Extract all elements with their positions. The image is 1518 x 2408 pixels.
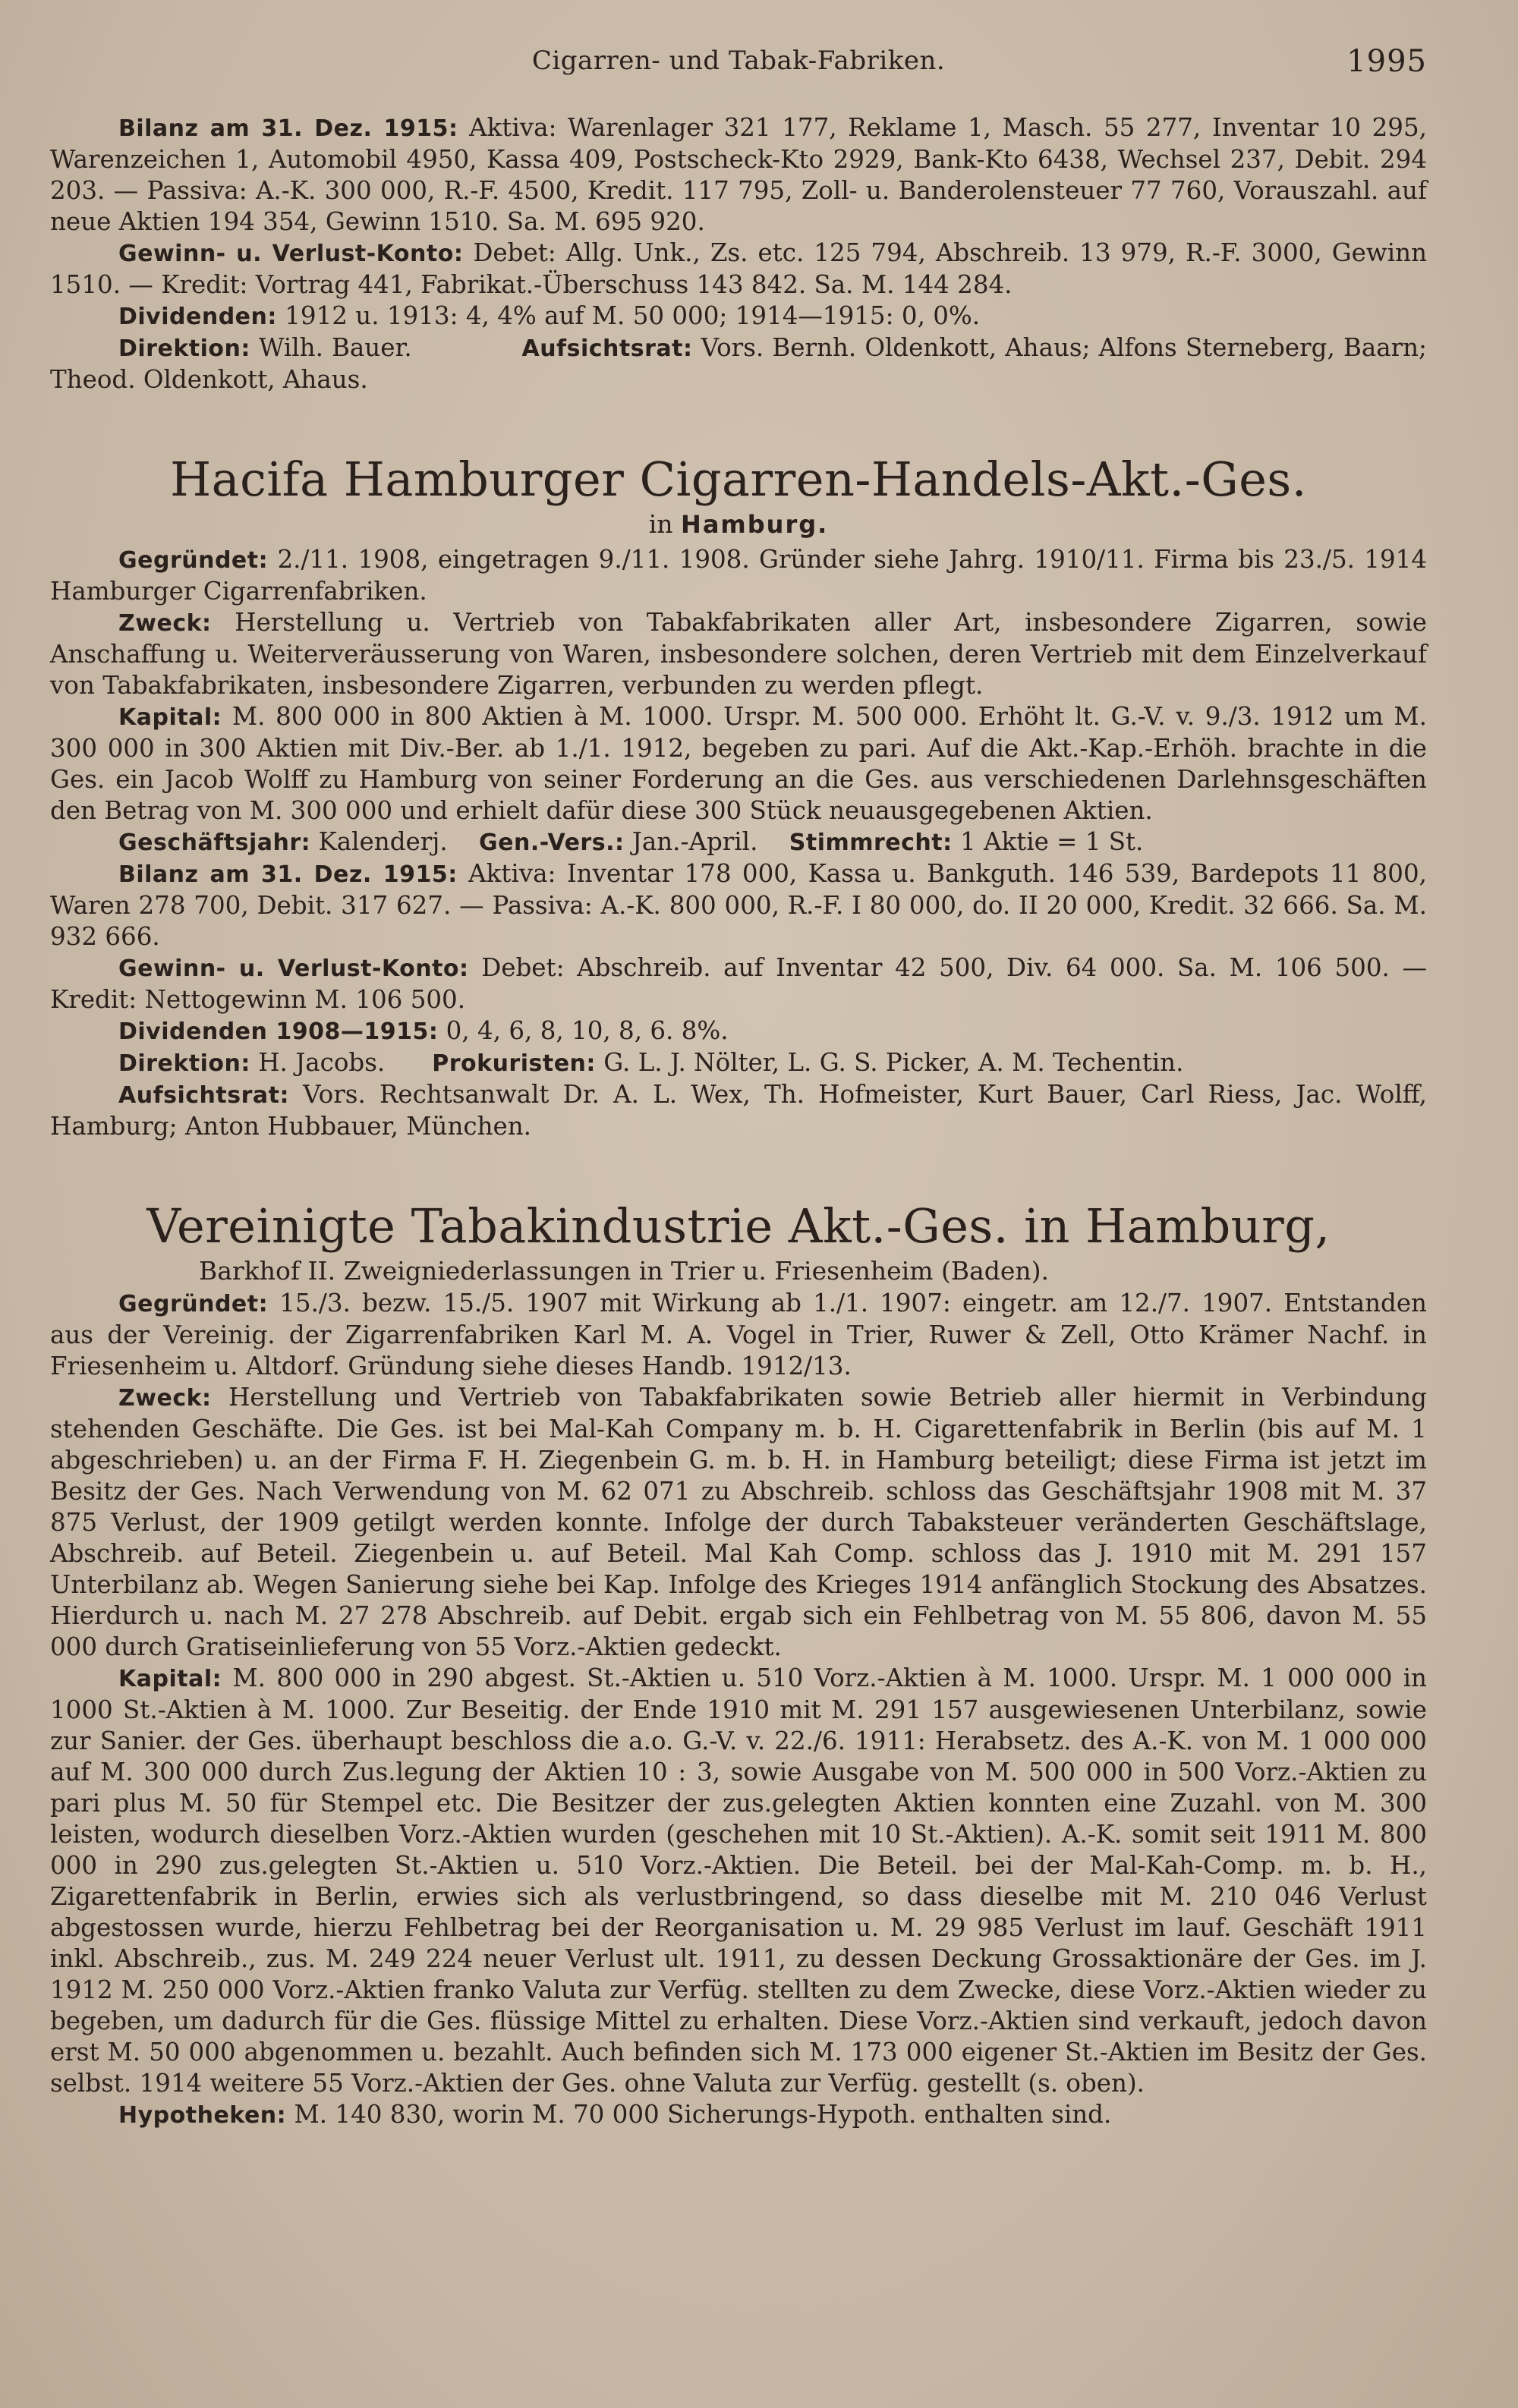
- founded-paragraph: [50, 1288, 1427, 1382]
- founded-label: Gegründet:: [118, 1291, 269, 1317]
- prev-bilanz-label: Bilanz am 31. Dez. 1915:: [118, 115, 458, 142]
- prev-board-text: Vors. Bernh. Oldenkott, Ahaus; Alfons Sterneberg, Baarn; Theod. Oldenkott, Ahaus.: [50, 333, 1427, 394]
- fiscal-year-label: Geschäftsjahr:: [118, 829, 311, 856]
- company-location: [50, 508, 1427, 541]
- capital-paragraph: [50, 701, 1427, 826]
- profit-loss-text: Debet: Abschreib. auf Inventar 42 500, Div. 64 000. Sa. M. 106 500. — Kredit: Nettogewinn M. 106 500.: [50, 953, 1428, 1014]
- capital-paragraph: [50, 1663, 1427, 2099]
- capital-label: Kapital:: [118, 1666, 222, 1692]
- prev-gv-text: Debet: Allg. Unk., Zs. etc. 125 794, Abschreib. 13 979, R.-F. 3000, Gewinn 1510. — Kredit: Vortrag 441, Fabrikat.-Überschuss 143 842. Sa. M. 144 284.: [50, 238, 1427, 299]
- company-address: Barkhof II. Zweigniederlassungen in Trier u. Friesenheim (Baden).: [199, 1256, 1050, 1286]
- prev-dividends-label: Dividenden:: [118, 304, 277, 330]
- dividends-text: 0, 4, 6, 8, 10, 8, 6. 8%.: [446, 1016, 729, 1045]
- profit-loss-label: Gewinn- u. Verlust-Konto:: [118, 955, 469, 982]
- prev-dividends-paragraph: [50, 301, 1427, 332]
- prev-gv-label: Gewinn- u. Verlust-Konto:: [118, 241, 464, 267]
- voting-right-text: 1 Aktie = 1 St.: [959, 827, 1144, 856]
- purpose-paragraph: [50, 607, 1427, 701]
- prev-dividends-text: 1912 u. 1913: 4, 4% auf M. 50 000; 1914—1915: 0, 0%.: [285, 301, 981, 330]
- prev-direction-label: Direktion:: [118, 335, 250, 362]
- prev-direction-text: Wilh. Bauer.: [259, 333, 412, 362]
- purpose-label: Zweck:: [118, 610, 212, 637]
- company-vereinigte-section: [50, 1198, 1427, 2131]
- company-title: Hacifa Hamburger Cigarren-Handels-Akt.-Ges.: [170, 452, 1307, 507]
- procurators-text: G. L. J. Nölter, L. G. S. Picker, A. M. Techentin.: [603, 1048, 1184, 1077]
- balance-paragraph: [50, 858, 1427, 952]
- founded-paragraph: [50, 544, 1427, 607]
- general-meeting-label: Gen.-Vers.:: [479, 829, 625, 856]
- purpose-text: Herstellung u. Vertrieb von Tabakfabrikaten aller Art, insbesondere Zigarren, sowie Anschaffung u. Weiterveräusserung von Waren, insbesondere solchen, deren Vertrieb mit dem Einzelverkauf von Tabakfabrikaten, insbesondere Zigarren, verbunden zu werden pflegt.: [50, 608, 1427, 700]
- direction-label: Direktion:: [118, 1050, 250, 1077]
- company-title: Vereinigte Tabakindustrie Akt.-Ges. in Hamburg,: [146, 1198, 1331, 1254]
- capital-label: Kapital:: [118, 704, 222, 731]
- prev-board-label: Aufsichtsrat:: [521, 335, 693, 362]
- balance-text: Aktiva: Inventar 178 000, Kassa u. Bankguth. 146 539, Bardepots 11 800, Waren 278 700, Debit. 317 627. — Passiva: A.-K. 800 000, R.-F. I 80 000, do. II 20 000, Kredit. 32 666. Sa. M. 932 666.: [50, 859, 1427, 951]
- prev-company-section: [50, 112, 1427, 395]
- fiscal-year-paragraph: [50, 826, 1427, 858]
- company-location-prefix: in: [648, 509, 673, 539]
- mortgages-label: Hypotheken:: [118, 2102, 287, 2129]
- prev-bilanz-text: Aktiva: Warenlager 321 177, Reklame 1, Masch. 55 277, Inventar 10 295, Warenzeichen 1, Automobil 4950, Kassa 409, Postscheck-Kto 2929, Bank-Kto 6438, Wechsel 237, Debit. 294 203. — Passiva: A.-K. 300 000, R.-F. 4500, Kredit. 117 795, Zoll- u. Banderolensteuer 77 760, Vorauszahl. auf neue Aktien 194 354, Gewinn 1510. Sa. M. 695 920.: [50, 113, 1427, 236]
- capital-text: M. 800 000 in 800 Aktien à M. 1000. Urspr. M. 500 000. Erhöht lt. G.-V. v. 9./3. 1912 um M. 300 000 in 300 Aktien mit Div.-Ber. ab 1./1. 1912, begeben zu pari. Auf die Akt.-Kap.-Erhöh. brachte in die Ges. ein Jacob Wolff zu Hamburg von seiner Forderung an die Ges. aus verschiedenen Darlehnsgeschäften den Betrag von M. 300 000 und erhielt dafür diese 300 Stück neuausgegebenen Aktien.: [50, 702, 1427, 825]
- balance-label: Bilanz am 31. Dez. 1915:: [118, 861, 458, 888]
- supervisory-board-label: Aufsichtsrat:: [118, 1082, 289, 1109]
- running-header: [50, 39, 1427, 85]
- prev-bilanz-paragraph: [50, 112, 1427, 238]
- supervisory-board-text: Vors. Rechtsanwalt Dr. A. L. Wex, Th. Hofmeister, Kurt Bauer, Carl Riess, Jac. Wolff, Hamburg; Anton Hubbauer, München.: [50, 1080, 1427, 1141]
- prev-direction-paragraph: [50, 332, 1427, 395]
- supervisory-board-paragraph: [50, 1079, 1427, 1142]
- purpose-label: Zweck:: [118, 1385, 212, 1412]
- company-hacifa-section: [50, 452, 1427, 1142]
- founded-text: 15./3. bezw. 15./5. 1907 mit Wirkung ab 1./1. 1907: eingetr. am 12./7. 1907. Entstanden aus der Vereinig. der Zigarrenfabriken Karl M. A. Vogel in Trier, Ruwer & Zell, Otto Krämer Nachf. in Friesenheim u. Altdorf. Gründung siehe dieses Handb. 1912/13.: [50, 1289, 1427, 1380]
- founded-text: 2./11. 1908, eingetragen 9./11. 1908. Gründer siehe Jahrg. 1910/11. Firma bis 23./5. 1914 Hamburger Cigarrenfabriken.: [50, 545, 1427, 606]
- direction-text: H. Jacobs.: [258, 1048, 386, 1077]
- profit-loss-paragraph: [50, 952, 1427, 1015]
- general-meeting-text: Jan.-April.: [631, 827, 758, 856]
- mortgages-paragraph: [50, 2099, 1427, 2131]
- purpose-text: Herstellung und Vertrieb von Tabakfabrikaten sowie Betrieb aller hiermit in Verbindung stehenden Geschäfte. Die Ges. ist bei Mal-Kah Company m. b. H. Cigarettenfabrik in Berlin (bis auf M. 1 abgeschrieben) u. an der Firma F. H. Ziegenbein G. m. b. H. in Hamburg beteiligt; diese Firma ist jetzt im Besitz der Ges. Nach Verwendung von M. 62 071 zu Abschreib. schloss das Geschäftsjahr 1908 mit M. 37 875 Verlust, der 1909 getilgt werden konnte. Infolge der durch Tabaksteuer veränderten Geschäftslage, Abschreib. auf Beteil. Ziegenbein u. auf Beteil. Mal Kah Comp. schloss das J. 1910 mit M. 291 157 Unterbilanz ab. Wegen Sanierung siehe bei Kap. Infolge des Krieges 1914 anfänglich Stockung des Absatzes. Hierdurch u. nach M. 27 278 Abschreib. auf Debit. ergab sich ein Fehlbetrag von M. 55 806, davon M. 55 000 durch Gratiseinlieferung von 55 Vorz.-Aktien gedeckt.: [50, 1383, 1427, 1661]
- dividends-label: Dividenden 1908—1915:: [118, 1018, 439, 1045]
- capital-text: M. 800 000 in 290 abgest. St.-Aktien u. 510 Vorz.-Aktien à M. 1000. Urspr. M. 1 000 000 in 1000 St.-Aktien à M. 1000. Zur Beseitig. der Ende 1910 mit M. 291 157 ausgewiesenen Unterbilanz, sowie zur Sanier. der Ges. überhaupt beschloss die a.o. G.-V. v. 22./6. 1911: Herabsetz. des A.-K. von M. 1 000 000 auf M. 300 000 durch Zus.legung der Aktien 10 : 3, sowie Ausgabe von M. 500 000 in 500 Vorz.-Aktien zu pari plus M. 50 für Stempel etc. Die Besitzer der zus.gelegten Aktien konnten eine Zuzahl. von M. 300 leisten, wodurch dieselben Vorz.-Aktien wurden (geschehen mit 10 St.-Aktien). A.-K. somit seit 1911 M. 800 000 in 290 zus.gelegten St.-Aktien u. 510 Vorz.-Aktien. Die Beteil. bei der Mal-Kah-Comp. m. b. H., Zigarettenfabrik in Berlin, erwies sich als verlustbringend, so dass dieselbe mit M. 210 046 Verlust abgestossen wurde, hierzu Fehlbetrag bei der Reorganisation u. M. 29 985 Verlust im lauf. Geschäft 1911 inkl. Abschreib., zus. M. 249 224 neuer Verlust ult. 1911, zu dessen Deckung Grossaktionäre der Ges. im J. 1912 M. 250 000 Vorz.-Aktien franko Valuta zur Verfüg. stellten zu dem Zwecke, diese Vorz.-Aktien wieder zu begeben, um dadurch für die Ges. flüssige Mittel zu erhalten. Diese Vorz.-Aktien sind verkauft, jedoch davon erst M. 50 000 abgenommen u. bezahlt. Auch befinden sich M. 173 000 eigener St.-Aktien im Besitz der Ges. selbst. 1914 weitere 55 Vorz.-Aktien der Ges. ohne Valuta zur Verfüg. gestellt (s. oben).: [50, 1664, 1427, 2098]
- purpose-paragraph: [50, 1382, 1427, 1663]
- fiscal-year-text: Kalenderj.: [318, 827, 448, 856]
- dividends-paragraph: [50, 1015, 1427, 1047]
- mortgages-text: M. 140 830, worin M. 70 000 Sicherungs-Hypoth. enthalten sind.: [294, 2100, 1112, 2129]
- direction-paragraph: [50, 1047, 1427, 1079]
- founded-label: Gegründet:: [118, 547, 269, 574]
- voting-right-label: Stimmrecht:: [789, 829, 953, 856]
- running-title: Cigarren- und Tabak-Fabriken.: [531, 46, 946, 76]
- page-number: 1995: [1346, 44, 1427, 79]
- company-city: Hamburg.: [681, 510, 829, 539]
- prev-gv-paragraph: [50, 238, 1427, 301]
- procurators-label: Prokuristen:: [432, 1050, 596, 1077]
